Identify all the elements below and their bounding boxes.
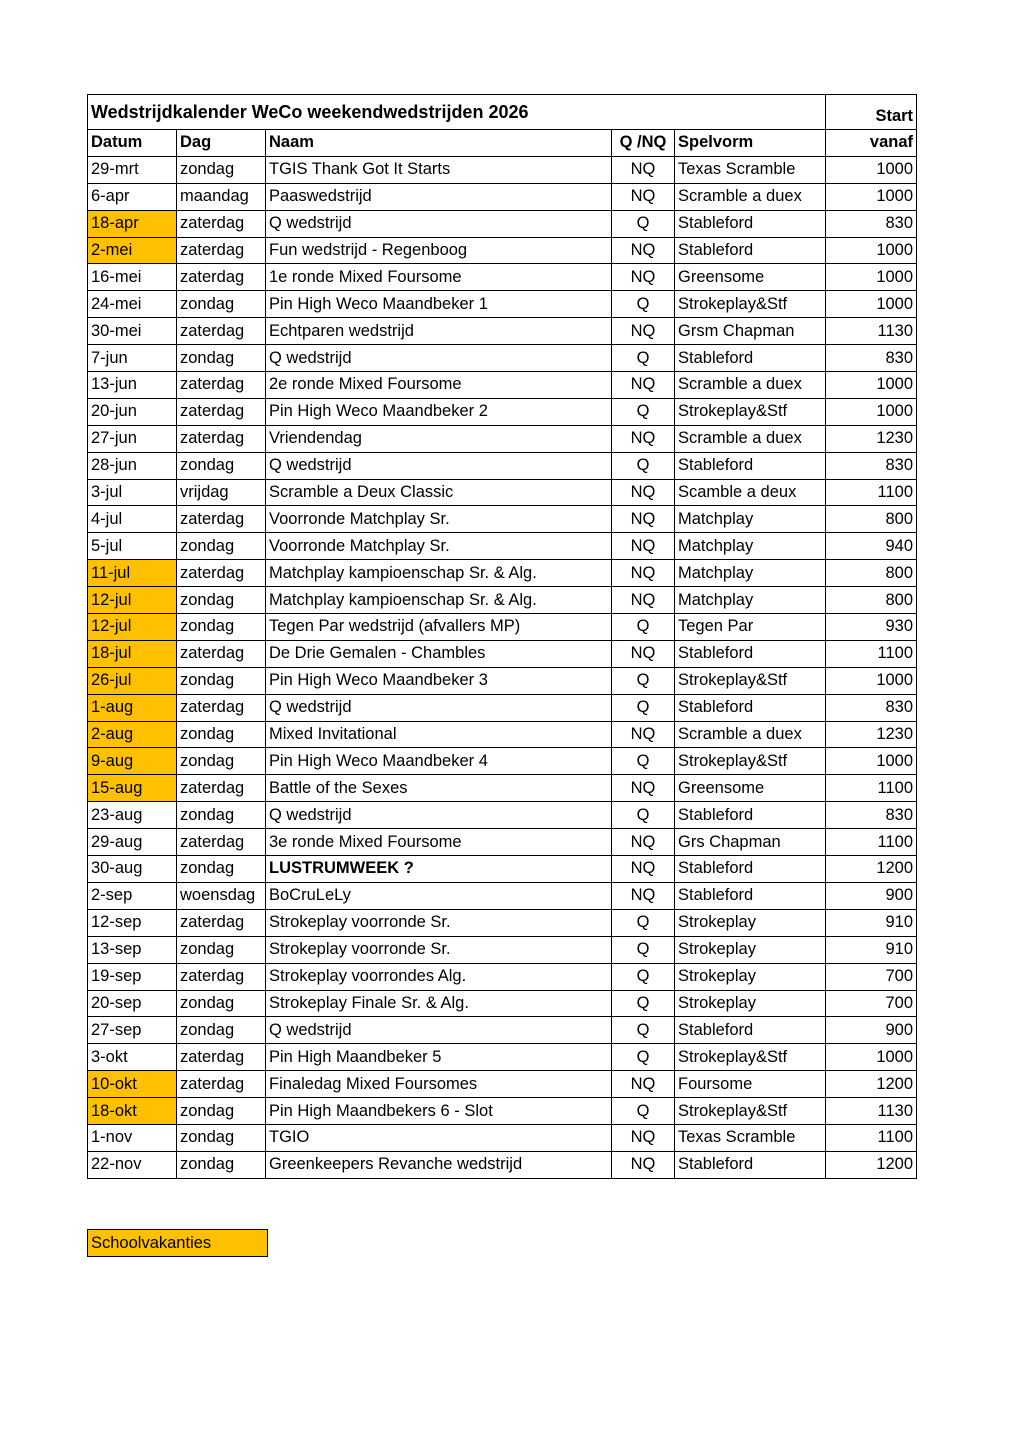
cell-spelvorm: Stableford [675,856,826,883]
cell-q-nq: Q [612,1098,675,1125]
table-row [88,479,917,506]
cell-datum: 2-aug [88,721,177,748]
cell-start: 1100 [826,1124,917,1151]
header-q-nq: Q /NQ [612,130,675,157]
cell-dag: zondag [177,936,266,963]
cell-dag: zaterdag [177,909,266,936]
cell-dag: zaterdag [177,506,266,533]
cell-naam: Pin High Weco Maandbeker 4 [266,748,612,775]
table-row [88,506,917,533]
cell-start: 1200 [826,856,917,883]
cell-spelvorm: Strokeplay&Stf [675,291,826,318]
cell-q-nq: NQ [612,318,675,345]
cell-naam: Voorronde Matchplay Sr. [266,533,612,560]
cell-start: 1000 [826,156,917,183]
cell-naam: Battle of the Sexes [266,775,612,802]
cell-spelvorm: Strokeplay [675,909,826,936]
cell-dag: zondag [177,856,266,883]
table-row [88,694,917,721]
header-dag: Dag [177,130,266,157]
header-naam: Naam [266,130,612,157]
cell-datum: 1-nov [88,1124,177,1151]
cell-naam: Pin High Maandbekers 6 - Slot [266,1098,612,1125]
cell-naam: Paaswedstrijd [266,183,612,210]
cell-datum: 13-sep [88,936,177,963]
cell-spelvorm: Scramble a duex [675,721,826,748]
header-datum: Datum [88,130,177,157]
cell-q-nq: NQ [612,856,675,883]
cell-dag: vrijdag [177,479,266,506]
cell-datum: 29-mrt [88,156,177,183]
start-header-top: Start [826,95,917,130]
cell-spelvorm: Stableford [675,694,826,721]
cell-naam: Pin High Maandbeker 5 [266,1044,612,1071]
cell-naam: Voorronde Matchplay Sr. [266,506,612,533]
cell-q-nq: NQ [612,156,675,183]
table-row [88,721,917,748]
cell-naam: TGIS Thank Got It Starts [266,156,612,183]
cell-dag: zaterdag [177,640,266,667]
table-row [88,587,917,614]
cell-datum: 7-jun [88,345,177,372]
cell-start: 1200 [826,1071,917,1098]
cell-spelvorm: Scramble a duex [675,372,826,399]
cell-start: 1000 [826,748,917,775]
cell-dag: zaterdag [177,1071,266,1098]
cell-naam: 1e ronde Mixed Foursome [266,264,612,291]
cell-naam: Vriendendag [266,425,612,452]
cell-naam: Q wedstrijd [266,1017,612,1044]
cell-q-nq: Q [612,667,675,694]
cell-datum: 18-okt [88,1098,177,1125]
cell-datum: 29-aug [88,829,177,856]
cell-q-nq: Q [612,990,675,1017]
cell-naam: Pin High Weco Maandbeker 3 [266,667,612,694]
cell-spelvorm: Scramble a duex [675,425,826,452]
table-row [88,398,917,425]
cell-naam: Scramble a Deux Classic [266,479,612,506]
cell-naam: Strokeplay voorronde Sr. [266,909,612,936]
cell-start: 1230 [826,721,917,748]
cell-datum: 13-jun [88,372,177,399]
cell-start: 700 [826,963,917,990]
cell-start: 800 [826,560,917,587]
cell-naam: 2e ronde Mixed Foursome [266,372,612,399]
table-row [88,210,917,237]
cell-dag: zondag [177,452,266,479]
cell-dag: zondag [177,748,266,775]
cell-start: 930 [826,614,917,641]
title-row [88,95,917,130]
cell-spelvorm: Tegen Par [675,614,826,641]
cell-spelvorm: Stableford [675,640,826,667]
cell-naam: Matchplay kampioenschap Sr. & Alg. [266,587,612,614]
cell-q-nq: Q [612,963,675,990]
cell-dag: zondag [177,1124,266,1151]
cell-naam: Pin High Weco Maandbeker 1 [266,291,612,318]
cell-dag: zaterdag [177,694,266,721]
cell-q-nq: Q [612,345,675,372]
cell-datum: 20-jun [88,398,177,425]
cell-datum: 3-okt [88,1044,177,1071]
cell-q-nq: Q [612,398,675,425]
cell-spelvorm: Greensome [675,264,826,291]
cell-dag: zondag [177,667,266,694]
table-row [88,856,917,883]
cell-dag: zaterdag [177,372,266,399]
header-row [88,130,917,157]
cell-spelvorm: Stableford [675,210,826,237]
cell-start: 1100 [826,829,917,856]
cell-datum: 24-mei [88,291,177,318]
cell-spelvorm: Matchplay [675,587,826,614]
cell-datum: 11-jul [88,560,177,587]
cell-naam: Strokeplay Finale Sr. & Alg. [266,990,612,1017]
cell-start: 1000 [826,237,917,264]
cell-naam: Matchplay kampioenschap Sr. & Alg. [266,560,612,587]
table-row [88,425,917,452]
cell-start: 830 [826,452,917,479]
cell-q-nq: Q [612,291,675,318]
table-row [88,936,917,963]
cell-spelvorm: Foursome [675,1071,826,1098]
cell-q-nq: Q [612,614,675,641]
cell-q-nq: NQ [612,237,675,264]
table-row [88,533,917,560]
cell-start: 1100 [826,775,917,802]
cell-dag: zondag [177,721,266,748]
cell-naam: Echtparen wedstrijd [266,318,612,345]
cell-datum: 27-sep [88,1017,177,1044]
cell-datum: 12-jul [88,614,177,641]
cell-naam: Strokeplay voorronde Sr. [266,936,612,963]
cell-spelvorm: Stableford [675,1017,826,1044]
cell-start: 1000 [826,667,917,694]
cell-spelvorm: Matchplay [675,506,826,533]
cell-datum: 27-jun [88,425,177,452]
cell-q-nq: Q [612,210,675,237]
cell-datum: 12-jul [88,587,177,614]
cell-spelvorm: Scamble a deux [675,479,826,506]
cell-q-nq: Q [612,936,675,963]
cell-datum: 30-mei [88,318,177,345]
table-row [88,640,917,667]
cell-start: 1100 [826,640,917,667]
cell-dag: zaterdag [177,398,266,425]
cell-q-nq: Q [612,452,675,479]
cell-dag: zaterdag [177,425,266,452]
cell-dag: zaterdag [177,963,266,990]
table-row [88,318,917,345]
cell-start: 1130 [826,1098,917,1125]
table-row [88,614,917,641]
cell-q-nq: Q [612,802,675,829]
header-vanaf: vanaf [826,130,917,157]
cell-spelvorm: Matchplay [675,560,826,587]
cell-naam: Mixed Invitational [266,721,612,748]
cell-datum: 30-aug [88,856,177,883]
cell-start: 830 [826,802,917,829]
table-row [88,748,917,775]
cell-dag: zondag [177,990,266,1017]
cell-q-nq: NQ [612,829,675,856]
table-row [88,1017,917,1044]
cell-q-nq: Q [612,694,675,721]
cell-datum: 3-jul [88,479,177,506]
cell-datum: 15-aug [88,775,177,802]
cell-q-nq: NQ [612,882,675,909]
table-row [88,963,917,990]
cell-start: 1000 [826,183,917,210]
cell-q-nq: NQ [612,506,675,533]
cell-q-nq: NQ [612,560,675,587]
cell-datum: 5-jul [88,533,177,560]
cell-dag: zondag [177,1151,266,1178]
cell-spelvorm: Strokeplay&Stf [675,667,826,694]
cell-q-nq: NQ [612,425,675,452]
cell-dag: zondag [177,802,266,829]
cell-q-nq: NQ [612,183,675,210]
cell-start: 700 [826,990,917,1017]
cell-datum: 16-mei [88,264,177,291]
cell-start: 1000 [826,398,917,425]
cell-dag: zondag [177,156,266,183]
table-row [88,183,917,210]
cell-naam: 3e ronde Mixed Foursome [266,829,612,856]
cell-spelvorm: Texas Scramble [675,1124,826,1151]
cell-dag: maandag [177,183,266,210]
cell-spelvorm: Strokeplay&Stf [675,1044,826,1071]
cell-spelvorm: Matchplay [675,533,826,560]
table-row [88,156,917,183]
cell-naam: Tegen Par wedstrijd (afvallers MP) [266,614,612,641]
cell-spelvorm: Stableford [675,345,826,372]
legend-schoolvakanties: Schoolvakanties [87,1229,268,1257]
cell-spelvorm: Stableford [675,882,826,909]
cell-q-nq: NQ [612,1151,675,1178]
table-row [88,775,917,802]
cell-naam: De Drie Gemalen - Chambles [266,640,612,667]
table-row [88,237,917,264]
cell-q-nq: NQ [612,640,675,667]
cell-start: 900 [826,1017,917,1044]
cell-q-nq: NQ [612,479,675,506]
cell-naam: Q wedstrijd [266,345,612,372]
cell-naam: TGIO [266,1124,612,1151]
cell-datum: 19-sep [88,963,177,990]
table-row [88,1151,917,1178]
cell-dag: zondag [177,1098,266,1125]
cell-dag: zaterdag [177,318,266,345]
cell-spelvorm: Stableford [675,802,826,829]
cell-spelvorm: Grs Chapman [675,829,826,856]
calendar-sheet [87,94,916,1179]
cell-datum: 28-jun [88,452,177,479]
cell-datum: 6-apr [88,183,177,210]
cell-datum: 18-apr [88,210,177,237]
cell-start: 800 [826,587,917,614]
cell-start: 1000 [826,264,917,291]
table-row [88,667,917,694]
table-row [88,345,917,372]
table-row [88,291,917,318]
header-spelvorm: Spelvorm [675,130,826,157]
cell-datum: 1-aug [88,694,177,721]
table-row [88,452,917,479]
cell-datum: 9-aug [88,748,177,775]
cell-start: 830 [826,210,917,237]
cell-q-nq: NQ [612,721,675,748]
cell-start: 1230 [826,425,917,452]
cell-start: 1000 [826,291,917,318]
cell-start: 940 [826,533,917,560]
cell-datum: 22-nov [88,1151,177,1178]
cell-naam: Q wedstrijd [266,694,612,721]
cell-dag: zondag [177,587,266,614]
cell-start: 830 [826,694,917,721]
cell-spelvorm: Greensome [675,775,826,802]
cell-naam: Greenkeepers Revanche wedstrijd [266,1151,612,1178]
cell-spelvorm: Strokeplay&Stf [675,748,826,775]
cell-spelvorm: Stableford [675,452,826,479]
table-row [88,372,917,399]
cell-datum: 23-aug [88,802,177,829]
cell-naam: Pin High Weco Maandbeker 2 [266,398,612,425]
cell-naam: LUSTRUMWEEK ? [266,856,612,883]
cell-datum: 10-okt [88,1071,177,1098]
cell-q-nq: NQ [612,587,675,614]
cell-start: 900 [826,882,917,909]
table-row [88,1044,917,1071]
cell-naam: Q wedstrijd [266,210,612,237]
cell-spelvorm: Strokeplay [675,963,826,990]
cell-spelvorm: Strokeplay&Stf [675,398,826,425]
cell-naam: Strokeplay voorrondes Alg. [266,963,612,990]
table-row [88,882,917,909]
cell-dag: zondag [177,291,266,318]
cell-spelvorm: Strokeplay [675,990,826,1017]
table-row [88,829,917,856]
cell-start: 910 [826,936,917,963]
cell-q-nq: NQ [612,533,675,560]
cell-start: 800 [826,506,917,533]
cell-dag: zondag [177,533,266,560]
cell-spelvorm: Scramble a duex [675,183,826,210]
page-title: Wedstrijdkalender WeCo weekendwedstrijden 2026 [88,95,826,130]
cell-datum: 20-sep [88,990,177,1017]
cell-naam: Fun wedstrijd - Regenboog [266,237,612,264]
cell-dag: zondag [177,614,266,641]
cell-dag: woensdag [177,882,266,909]
cell-dag: zaterdag [177,775,266,802]
cell-datum: 4-jul [88,506,177,533]
cell-q-nq: NQ [612,775,675,802]
cell-spelvorm: Stableford [675,1151,826,1178]
cell-dag: zaterdag [177,1044,266,1071]
cell-q-nq: NQ [612,372,675,399]
cell-q-nq: Q [612,1017,675,1044]
cell-start: 1000 [826,372,917,399]
cell-naam: BoCruLeLy [266,882,612,909]
table-row [88,1071,917,1098]
cell-datum: 26-jul [88,667,177,694]
cell-spelvorm: Strokeplay&Stf [675,1098,826,1125]
cell-start: 1100 [826,479,917,506]
cell-start: 830 [826,345,917,372]
cell-datum: 12-sep [88,909,177,936]
cell-naam: Q wedstrijd [266,802,612,829]
cell-dag: zaterdag [177,560,266,587]
cell-start: 910 [826,909,917,936]
cell-dag: zaterdag [177,829,266,856]
cell-q-nq: NQ [612,264,675,291]
cell-spelvorm: Texas Scramble [675,156,826,183]
table-row [88,1098,917,1125]
cell-naam: Q wedstrijd [266,452,612,479]
cell-start: 1000 [826,1044,917,1071]
cell-dag: zaterdag [177,237,266,264]
cell-start: 1130 [826,318,917,345]
cell-datum: 2-sep [88,882,177,909]
cell-dag: zaterdag [177,264,266,291]
calendar-table [87,94,917,1179]
table-row [88,990,917,1017]
table-row [88,909,917,936]
cell-dag: zondag [177,345,266,372]
cell-q-nq: Q [612,1044,675,1071]
cell-spelvorm: Stableford [675,237,826,264]
table-row [88,560,917,587]
cell-datum: 2-mei [88,237,177,264]
cell-q-nq: NQ [612,1071,675,1098]
cell-naam: Finaledag Mixed Foursomes [266,1071,612,1098]
cell-dag: zaterdag [177,210,266,237]
cell-spelvorm: Grsm Chapman [675,318,826,345]
cell-datum: 18-jul [88,640,177,667]
cell-q-nq: Q [612,909,675,936]
table-row [88,264,917,291]
table-row [88,802,917,829]
cell-q-nq: Q [612,748,675,775]
table-row [88,1124,917,1151]
cell-dag: zondag [177,1017,266,1044]
cell-q-nq: NQ [612,1124,675,1151]
cell-spelvorm: Strokeplay [675,936,826,963]
cell-start: 1200 [826,1151,917,1178]
